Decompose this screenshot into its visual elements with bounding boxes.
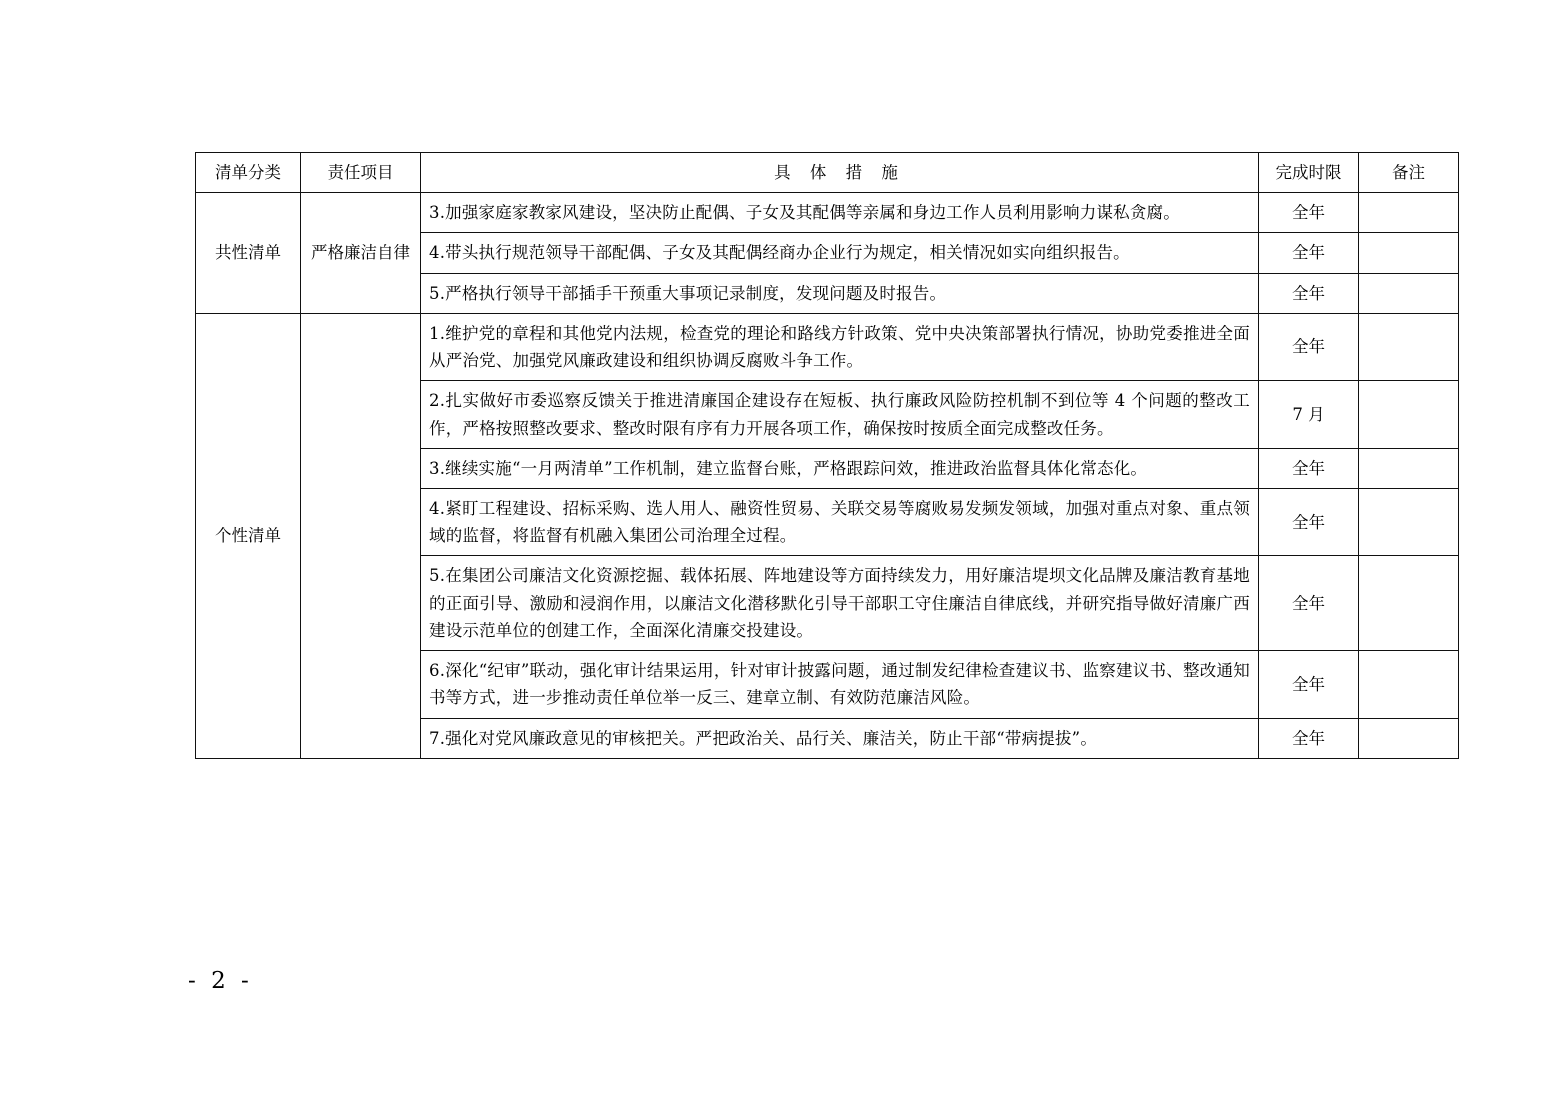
responsibility-list-table — [195, 152, 1459, 759]
cell-note — [1359, 651, 1459, 718]
cell-note — [1359, 718, 1459, 758]
header-category: 清单分类 — [196, 153, 301, 193]
cell-note — [1359, 313, 1459, 380]
cell-category-common: 共性清单 — [196, 193, 301, 314]
table-body — [196, 193, 1459, 759]
cell-deadline: 全年 — [1259, 556, 1359, 651]
header-measures: 具 体 措 施 — [421, 153, 1259, 193]
cell-measure: 5.严格执行领导干部插手干预重大事项记录制度，发现问题及时报告。 — [421, 273, 1259, 313]
cell-deadline: 全年 — [1259, 718, 1359, 758]
table-row — [196, 193, 1459, 233]
cell-note — [1359, 488, 1459, 555]
cell-deadline: 全年 — [1259, 273, 1359, 313]
cell-note — [1359, 193, 1459, 233]
cell-deadline: 全年 — [1259, 488, 1359, 555]
cell-note — [1359, 233, 1459, 273]
cell-category-individual: 个性清单 — [196, 313, 301, 758]
cell-note — [1359, 273, 1459, 313]
cell-deadline: 全年 — [1259, 448, 1359, 488]
table-header-row — [196, 153, 1459, 193]
cell-measure: 6.深化“纪审”联动，强化审计结果运用，针对审计披露问题，通过制发纪律检查建议书、监察建议书、整改通知书等方式，进一步推动责任单位举一反三、建章立制、有效防范廉洁风险。 — [421, 651, 1259, 718]
cell-note — [1359, 448, 1459, 488]
cell-deadline: 全年 — [1259, 233, 1359, 273]
cell-measure: 7.强化对党风廉政意见的审核把关。严把政治关、品行关、廉洁关，防止干部“带病提拔”。 — [421, 718, 1259, 758]
cell-measure: 2.扎实做好市委巡察反馈关于推进清廉国企建设存在短板、执行廉政风险防控机制不到位等 4 个问题的整改工作，严格按照整改要求、整改时限有序有力开展各项工作，确保按时按质全面完成整改任务。 — [421, 381, 1259, 448]
table-row — [196, 313, 1459, 380]
cell-measure: 4.带头执行规范领导干部配偶、子女及其配偶经商办企业行为规定，相关情况如实向组织报告。 — [421, 233, 1259, 273]
cell-measure: 5.在集团公司廉洁文化资源挖掘、载体拓展、阵地建设等方面持续发力，用好廉洁堤坝文化品牌及廉洁教育基地的正面引导、激励和浸润作用，以廉洁文化潜移默化引导干部职工守住廉洁自律底线，并研究指导做好清廉广西建设示范单位的创建工作，全面深化清廉交投建设。 — [421, 556, 1259, 651]
cell-deadline: 全年 — [1259, 193, 1359, 233]
cell-deadline: 全年 — [1259, 651, 1359, 718]
cell-measure: 3.继续实施“一月两清单”工作机制，建立监督台账，严格跟踪问效，推进政治监督具体化常态化。 — [421, 448, 1259, 488]
cell-note — [1359, 556, 1459, 651]
cell-deadline: 7 月 — [1259, 381, 1359, 448]
cell-responsibility-individual — [301, 313, 421, 758]
header-deadline: 完成时限 — [1259, 153, 1359, 193]
cell-measure: 1.维护党的章程和其他党内法规，检查党的理论和路线方针政策、党中央决策部署执行情况，协助党委推进全面从严治党、加强党风廉政建设和组织协调反腐败斗争工作。 — [421, 313, 1259, 380]
cell-note — [1359, 381, 1459, 448]
page-number: - 2 - — [188, 968, 253, 994]
cell-measure: 4.紧盯工程建设、招标采购、选人用人、融资性贸易、关联交易等腐败易发频发领域，加强对重点对象、重点领域的监督，将监督有机融入集团公司治理全过程。 — [421, 488, 1259, 555]
table-header — [196, 153, 1459, 193]
header-note: 备注 — [1359, 153, 1459, 193]
header-responsibility: 责任项目 — [301, 153, 421, 193]
cell-responsibility-common: 严格廉洁自律 — [301, 193, 421, 314]
cell-deadline: 全年 — [1259, 313, 1359, 380]
cell-measure: 3.加强家庭家教家风建设，坚决防止配偶、子女及其配偶等亲属和身边工作人员利用影响力谋私贪腐。 — [421, 193, 1259, 233]
